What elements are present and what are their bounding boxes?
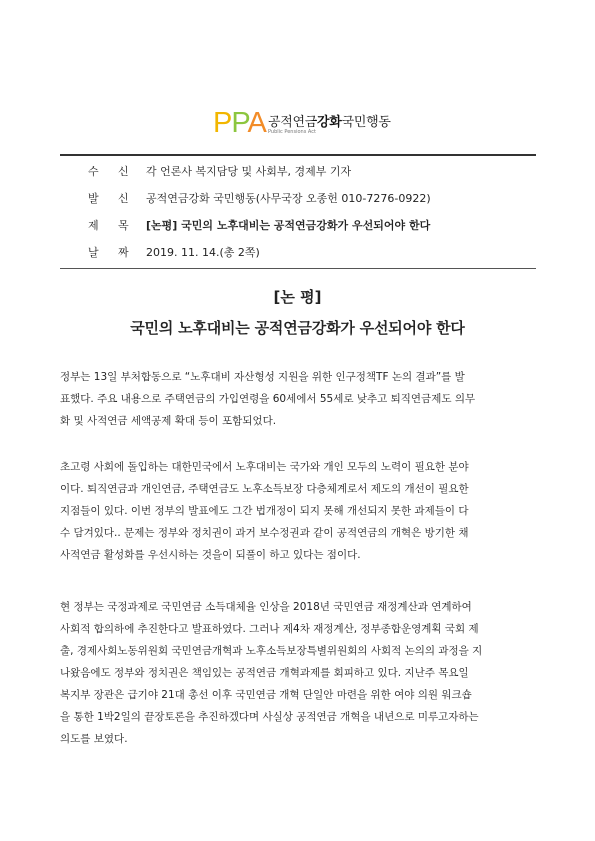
paragraph-line: 사회적 합의하에 추진한다고 발표하였다. 그러나 제4차 재정계산, 정부종합운영계획 국회 제 <box>60 623 479 635</box>
paragraph-line: 초고령 사회에 돌입하는 대한민국에서 노후대비는 국가와 개인 모두의 노력이 필요한 분야 <box>60 461 469 473</box>
paragraph-line: 표했다. 주요 내용으로 주택연금의 가입연령을 60세에서 55세로 낮추고 퇴직연금제도 의무 <box>60 393 476 405</box>
paragraph-line: 수 담겨있다.. 문제는 정부와 정치권이 과거 보수정권과 같이 공적연금의 개혁은 방기한 채 <box>60 527 469 539</box>
paragraph-line: 출, 경제사회노동위원회 국민연금개혁과 노후소득보장특별위원회의 사회적 논의의 과정을 지 <box>60 645 483 657</box>
paragraph-line: 이다. 퇴직연금과 개인연금, 주택연금도 노후소득보장 다층체계로서 제도의 개선이 필요한 <box>60 483 469 495</box>
paragraph-line: 현 정부는 국정과제로 국민연금 소득대체율 인상을 2018년 국민연금 재정계산과 연계하여 <box>60 601 472 613</box>
logo-organization-name: 공적연금강화국민행동 <box>268 115 391 130</box>
ppa-logo-mark: PPA <box>213 107 266 139</box>
paragraph-line: 의도를 보였다. <box>60 733 128 745</box>
recipient-value: 각 언론사 복지담당 및 사회부, 경제부 기자 <box>146 165 352 178</box>
paragraph-line: 나왔음에도 정부와 정치권은 책임있는 공적연금 개혁과제를 회피하고 있다. 지난주 목요일 <box>60 667 469 679</box>
subject-value: [논평] 국민의 노후대비는 공적연금강화가 우선되어야 한다 <box>146 219 431 232</box>
header-top-rule <box>60 154 536 156</box>
paragraph-line: 지점들이 있다. 이번 정부의 발표에도 그간 법개정이 되지 못해 개선되지 못한 과제들이 다 <box>60 505 469 517</box>
sender-value: 공적연금강화 국민행동(사무국장 오종헌 010-7276-0922) <box>146 192 431 205</box>
document-type: [논 평] <box>273 288 322 306</box>
paragraph-line: 복지부 장관은 급기야 21대 총선 이후 국민연금 개혁 단일안 마련을 위한 여야 의원 워크숍 <box>60 689 472 701</box>
paragraph-line: 화 및 사적연금 세액공제 확대 등이 포함되었다. <box>60 415 277 427</box>
paragraph-line: 정부는 13일 부처합동으로 “노후대비 자산형성 지원을 위한 인구정책TF 논의 결과”를 발 <box>60 371 465 383</box>
paragraph-line: 사적연금 활성화를 우선시하는 것을이 되풀이 하고 있다는 점이다. <box>60 549 361 561</box>
date-value: 2019. 11. 14.(총 2쪽) <box>146 246 260 259</box>
logo-subtitle: Public Pensions Act <box>268 129 316 135</box>
paragraph-line: 을 통한 1박2일의 끝장토론을 추진하겠다며 사실상 공적연금 개혁을 내년으로 미루고자하는 <box>60 711 479 723</box>
document-title: 국민의 노후대비는 공적연금강화가 우선되어야 한다 <box>130 319 465 337</box>
header-bottom-rule <box>60 268 536 269</box>
